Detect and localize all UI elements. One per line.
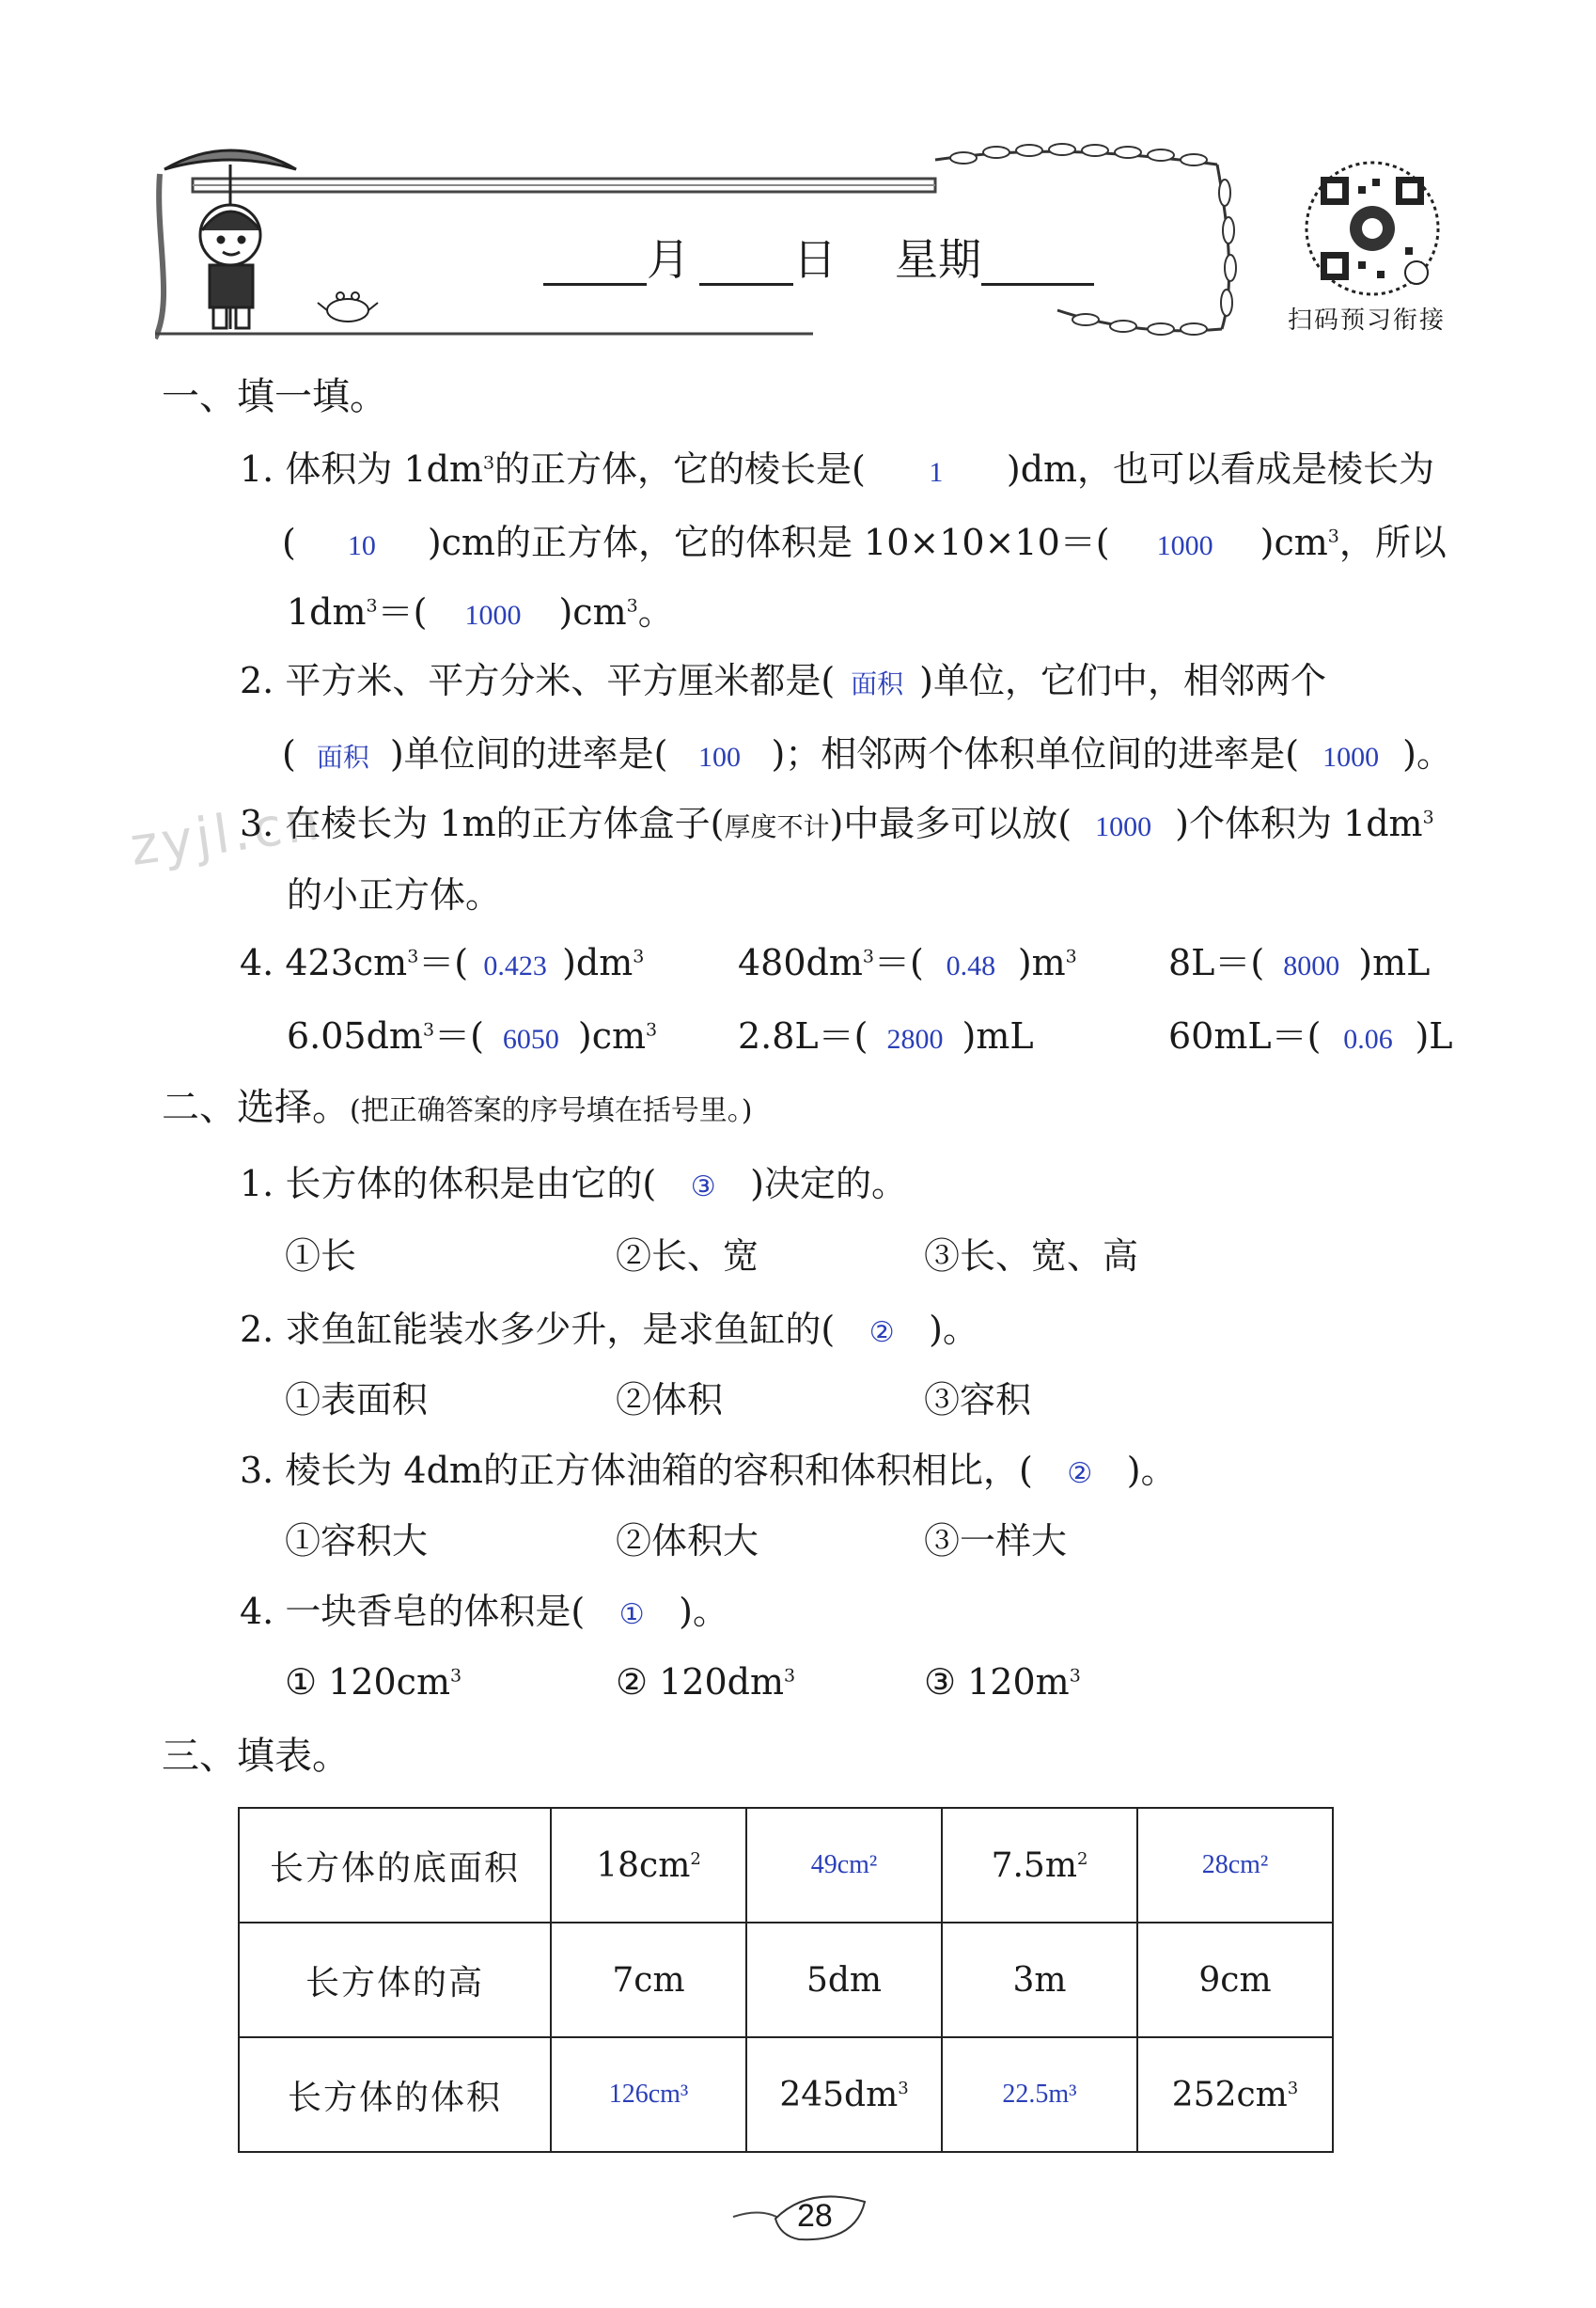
answer-blank[interactable]: 面积 — [316, 742, 369, 773]
answer-cell[interactable]: 126cm³ — [551, 2037, 746, 2152]
day-label: 日 — [793, 234, 837, 285]
qr-code[interactable] — [1302, 158, 1443, 299]
s2-q3-option1[interactable]: ①容积大 — [285, 1520, 429, 1562]
table-cell: $18cm^2$ — [551, 1808, 746, 1923]
row-header: 长方体的高 — [239, 1923, 551, 2037]
watermark: zyjl.cn — [126, 790, 327, 879]
s2-q2-option3[interactable]: ③容积 — [924, 1379, 1032, 1421]
s2-q1-option2[interactable]: ②长、宽 — [616, 1235, 759, 1277]
s2-q3-stem: 3. 棱长为 4dm的正方体油箱的容积和体积相比，( ② )。 — [240, 1448, 1177, 1497]
answer-blank[interactable]: ① — [618, 1599, 645, 1630]
table-row — [239, 1808, 1333, 1923]
s2-q4-stem: 4. 一块香皂的体积是( ① )。 — [240, 1589, 728, 1638]
s1-q1-line3: $1dm^3=$( 1000 )$cm^3$。 — [287, 589, 674, 638]
s2-q4-option3[interactable]: ③ $120m^3$ — [924, 1661, 1081, 1703]
s1-q1-line2: ( 10 )cm的正方体，它的体积是 10×10×10＝( 1000 )$cm^3$，所以 — [282, 520, 1447, 569]
table-cell: $7.5m^2$ — [942, 1808, 1137, 1923]
qr-caption: 扫码预习衔接 — [1288, 306, 1447, 335]
s2-q3-option2[interactable]: ②体积大 — [616, 1520, 759, 1562]
answer-blank[interactable]: 10 — [347, 530, 376, 561]
row-header: 长方体的体积 — [239, 2037, 551, 2152]
answer-blank[interactable]: 1000 — [1156, 530, 1213, 561]
table-row — [239, 2037, 1333, 2152]
answer-blank[interactable]: 1000 — [1322, 742, 1380, 773]
answer-cell[interactable]: 28cm² — [1137, 1808, 1333, 1923]
date-line — [543, 233, 1094, 286]
s1-q4-r2c2: 2.8L＝( 2800 )mL — [738, 1013, 1034, 1062]
note: 厚度不计 — [724, 811, 830, 842]
answer-blank[interactable]: 1000 — [1095, 811, 1152, 842]
page-number-badge — [724, 2190, 884, 2247]
s1-q2-line2: ( 面积 )单位间的进率是( 100 )；相邻两个体积单位间的进率是( 1000 )。 — [282, 731, 1452, 780]
answer-blank[interactable]: 0.06 — [1343, 1024, 1393, 1055]
answer-blank[interactable]: 1000 — [464, 600, 522, 631]
table-cell: $252cm^3$ — [1137, 2037, 1333, 2152]
month-label: 月 — [647, 234, 690, 285]
table-cell: $245dm^3$ — [746, 2037, 942, 2152]
table-cell: 3m — [942, 1923, 1137, 2037]
s2-q2-option1[interactable]: ①表面积 — [285, 1379, 429, 1421]
section2-title: 二、选择。(把正确答案的序号填在括号里。) — [162, 1086, 753, 1129]
answer-blank[interactable]: 100 — [697, 742, 741, 773]
answer-blank[interactable]: 8000 — [1283, 950, 1340, 981]
s1-q4-r2c3: 60mL＝( 0.06 )L — [1168, 1013, 1453, 1062]
answer-blank[interactable]: 6050 — [502, 1024, 559, 1055]
s1-q1-line1: 1. 体积为 $1dm^3$的正方体，它的棱长是( 1 )dm，也可以看成是棱长为 — [240, 447, 1434, 495]
answer-cell[interactable]: 49cm² — [746, 1808, 942, 1923]
table-cell: 9cm — [1137, 1923, 1333, 2037]
answer-cell[interactable]: 22.5m³ — [942, 2037, 1137, 2152]
s1-q2-line1: 2. 平方米、平方分米、平方厘米都是( 面积 )单位，它们中，相邻两个 — [240, 658, 1326, 707]
s2-q3-option3[interactable]: ③一样大 — [924, 1520, 1068, 1562]
answer-blank[interactable]: 0.423 — [483, 950, 547, 981]
answer-blank[interactable]: ② — [868, 1317, 895, 1348]
s2-q4-option1[interactable]: ① $120cm^3$ — [285, 1661, 462, 1703]
answer-blank[interactable]: 1 — [929, 457, 944, 488]
s2-q2-option2[interactable]: ②体积 — [616, 1379, 724, 1421]
s1-q3-line2: 的小正方体。 — [287, 874, 502, 916]
s2-q1-option1[interactable]: ①长 — [285, 1235, 357, 1277]
s1-q4-r1c1: 4. $423cm^3=$( 0.423 )$dm^3$ — [240, 940, 644, 989]
section1-title: 一、填一填。 — [162, 375, 387, 418]
s1-q4-r1c2: $480dm^3=$( 0.48 )$m^3$ — [738, 940, 1077, 989]
fill-table — [238, 1807, 1334, 2153]
s2-q1-stem: 1. 长方体的体积是由它的( ③ )决定的。 — [240, 1161, 907, 1210]
s1-q3-line1: 3. 在棱长为 1m的正方体盒子(厚度不计)中最多可以放( 1000 )个体积为 $1dm^3$ — [240, 801, 1434, 850]
page-number: 28 — [797, 2198, 833, 2234]
weekday-label: 星期 — [895, 234, 981, 285]
section2-subtitle: (把正确答案的序号填在括号里。) — [350, 1094, 753, 1127]
s1-q4-r1c3: 8L＝( 8000 )mL — [1168, 940, 1430, 989]
blank-weekday[interactable] — [981, 242, 1094, 286]
blank-month[interactable] — [543, 242, 647, 286]
answer-blank[interactable]: 面积 — [851, 668, 904, 699]
table-cell: 5dm — [746, 1923, 942, 2037]
blank-day[interactable] — [699, 242, 793, 286]
table-row — [239, 1923, 1333, 2037]
table-cell: 7cm — [551, 1923, 746, 2037]
answer-blank[interactable]: 0.48 — [946, 950, 996, 981]
s1-q4-r2c1: $6.05dm^3=$( 6050 )$cm^3$ — [287, 1013, 657, 1062]
section3-title: 三、填表。 — [162, 1735, 350, 1778]
answer-blank[interactable]: ③ — [690, 1171, 716, 1202]
row-header: 长方体的底面积 — [239, 1808, 551, 1923]
answer-blank[interactable]: 2800 — [886, 1024, 944, 1055]
s2-q4-option2[interactable]: ② $120dm^3$ — [616, 1661, 796, 1703]
s2-q1-option3[interactable]: ③长、宽、高 — [924, 1235, 1139, 1277]
s2-q2-stem: 2. 求鱼缸能装水多少升，是求鱼缸的( ② )。 — [240, 1307, 978, 1356]
answer-blank[interactable]: ② — [1067, 1458, 1093, 1489]
